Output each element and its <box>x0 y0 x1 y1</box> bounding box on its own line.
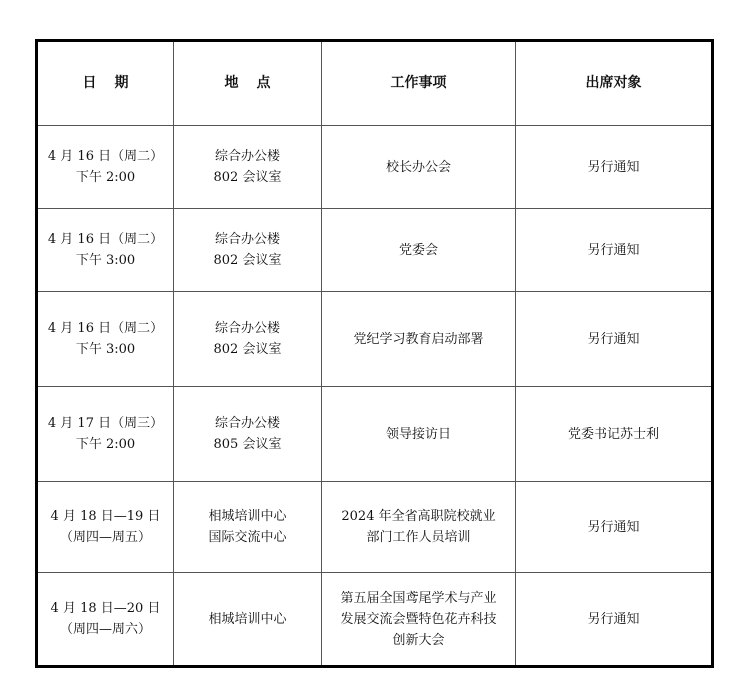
place-cell <box>174 573 322 667</box>
date-line: 4 月 18 日—20 日 <box>50 601 161 616</box>
item-line: 创新大会 <box>392 632 445 648</box>
place-cell <box>174 292 322 387</box>
place-cell <box>174 209 322 292</box>
place-line: 综合办公楼 <box>214 416 280 431</box>
table-row <box>37 209 713 292</box>
table-row <box>37 292 713 387</box>
place-line: 综合办公楼 <box>214 321 280 336</box>
date-cell <box>37 209 174 292</box>
time-line: 下午 3:00 <box>75 253 136 268</box>
table-row <box>37 126 713 209</box>
table-row <box>37 387 713 482</box>
place-line: 综合办公楼 <box>214 149 280 164</box>
item-cell <box>322 573 516 667</box>
place-line: 802 会议室 <box>213 253 282 268</box>
place-line: 相城培训中心 <box>208 611 287 627</box>
table-row <box>37 573 713 667</box>
time-line: 下午 2:00 <box>75 170 136 185</box>
header-attendees: 出席对象 <box>516 41 713 126</box>
place-line: 综合办公楼 <box>214 232 280 247</box>
date-line: 4 月 17 日（周三） <box>47 416 164 431</box>
date-cell <box>37 482 174 573</box>
place-line: 802 会议室 <box>213 342 282 357</box>
attendees-cell: 党委书记苏士利 <box>516 387 713 482</box>
place-line: 相城培训中心 <box>208 509 287 524</box>
date-cell <box>37 292 174 387</box>
date-line: 4 月 16 日（周二） <box>47 149 164 164</box>
attendees-cell: 另行通知 <box>516 482 713 573</box>
place-cell <box>174 387 322 482</box>
header-place: 地点 <box>174 41 322 126</box>
item-line: 部门工作人员培训 <box>366 530 471 545</box>
item-line: 发展交流会暨特色花卉科技 <box>340 611 497 627</box>
header-row <box>37 41 713 126</box>
attendees-cell: 另行通知 <box>516 126 713 209</box>
item-line: 校长办公会 <box>385 159 451 175</box>
item-line: 2024 年全省高职院校就业 <box>341 509 496 524</box>
date-cell <box>37 573 174 667</box>
date-cell <box>37 126 174 209</box>
item-cell <box>322 126 516 209</box>
place-line: 国际交流中心 <box>208 530 287 545</box>
item-cell <box>322 209 516 292</box>
attendees-cell: 另行通知 <box>516 573 713 667</box>
item-cell <box>322 482 516 573</box>
weekday-line: （周四—周五） <box>59 530 151 545</box>
place-cell <box>174 126 322 209</box>
attendees-cell: 另行通知 <box>516 292 713 387</box>
item-line: 党委会 <box>398 242 438 258</box>
place-cell <box>174 482 322 573</box>
header-item: 工作事项 <box>322 41 516 126</box>
item-cell <box>322 292 516 387</box>
attendees-cell: 另行通知 <box>516 209 713 292</box>
item-line: 第五届全国鸢尾学术与产业 <box>340 590 497 606</box>
time-line: 下午 2:00 <box>75 437 136 452</box>
item-line: 领导接访日 <box>385 426 451 442</box>
date-line: 4 月 18 日—19 日 <box>50 509 161 524</box>
date-cell <box>37 387 174 482</box>
item-line: 党纪学习教育启动部署 <box>353 331 484 347</box>
place-line: 802 会议室 <box>213 170 282 185</box>
time-line: 下午 3:00 <box>75 342 136 357</box>
place-line: 805 会议室 <box>213 437 282 452</box>
weekday-line: （周四—周六） <box>59 622 151 637</box>
schedule-table <box>35 39 714 668</box>
date-line: 4 月 16 日（周二） <box>47 321 164 336</box>
item-cell <box>322 387 516 482</box>
date-line: 4 月 16 日（周二） <box>47 232 164 247</box>
table-row <box>37 482 713 573</box>
header-date: 日期 <box>37 41 174 126</box>
